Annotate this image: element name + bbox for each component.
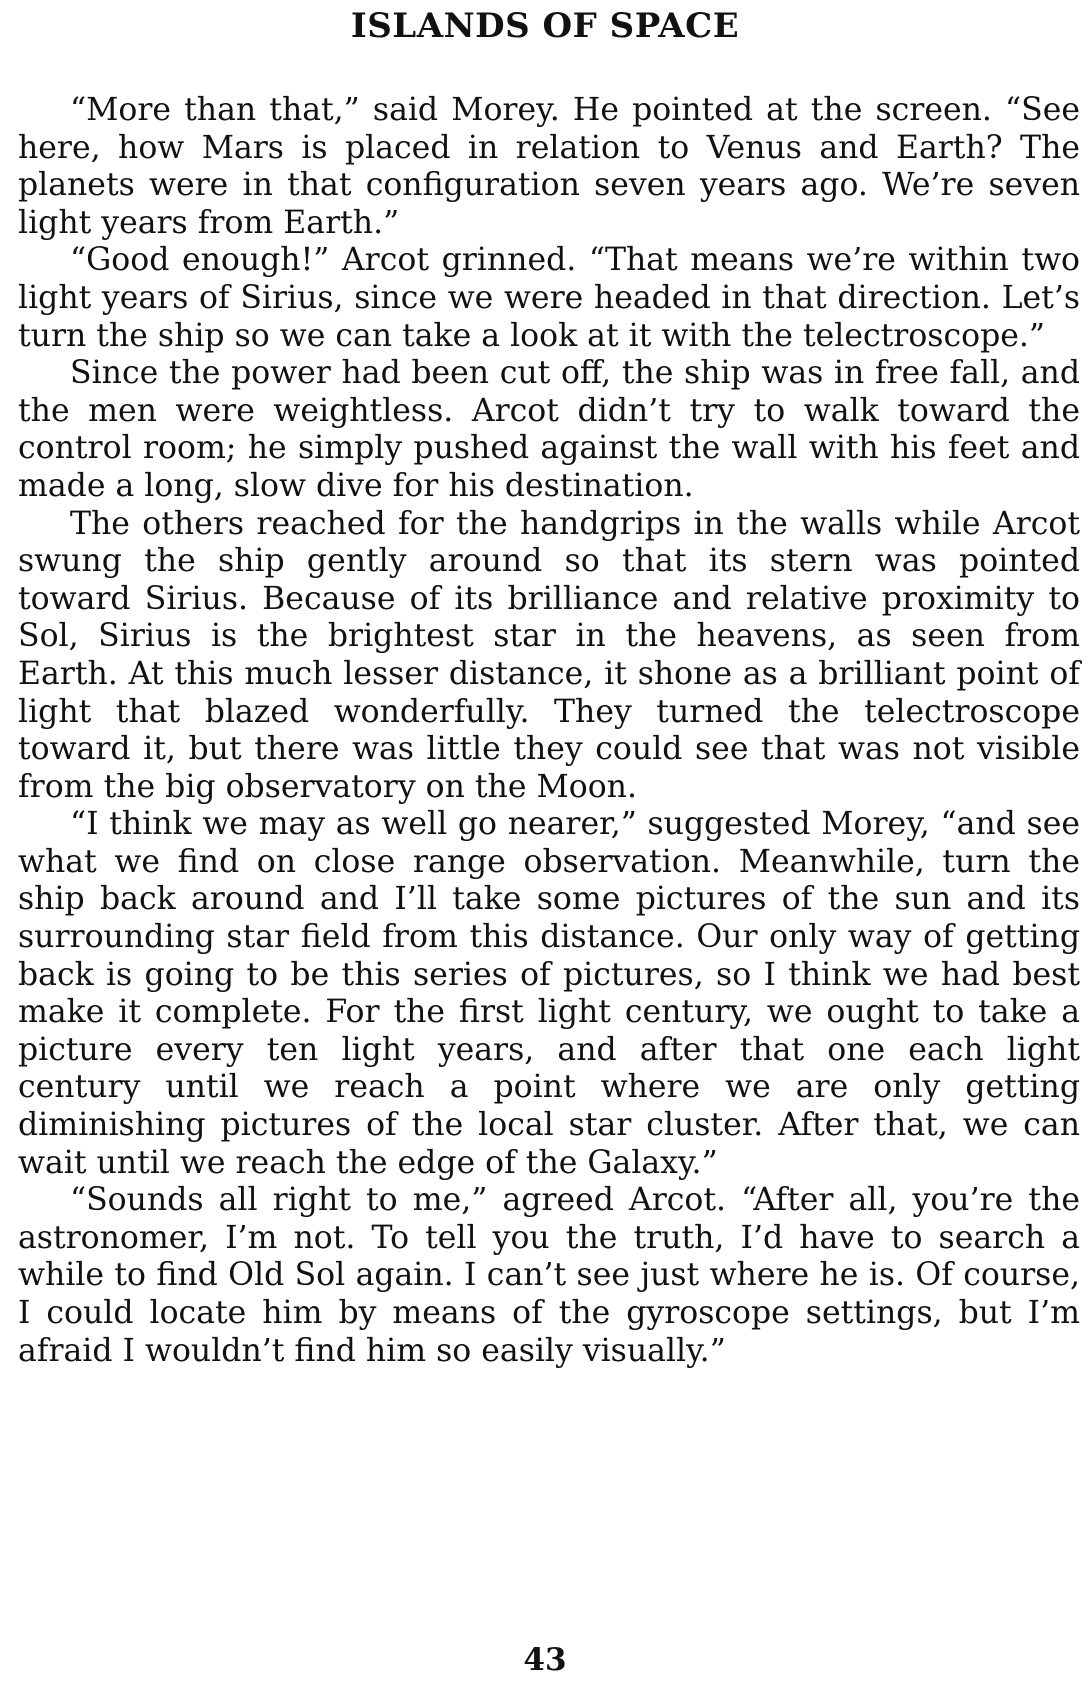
paragraph: Since the power had been cut off, the ship was in free fall, and the men were weightless. Arcot didn’t try to walk toward the control room; he simply pushed against the wall with his feet and made a long, slow dive for his destination. (18, 355, 1080, 504)
body-text (18, 92, 1080, 1370)
paragraph: The others reached for the handgrips in the walls while Arcot swung the ship gently around so that its stern was pointed toward Sirius. Because of its brilliance and relative proximity to Sol, Sirius is the brightest star in the heavens, as seen from Earth. At this much lesser distance, it shone as a brilliant point of light that blazed wonderfully. They turned the telectroscope toward it, but there was little they could see that was not visible from the big observatory on the Moon. (18, 505, 1080, 805)
paragraph: “Sounds all right to me,” agreed Arcot. “After all, you’re the astronomer, I’m not. To tell you the truth, I’d have to search a while to find Old Sol again. I can’t see just where he is. Of course, I could locate him by means of the gyroscope settings, but I’m afraid I wouldn’t find him so easily visually.” (18, 1182, 1080, 1369)
paragraph: “I think we may as well go nearer,” suggested Morey, “and see what we find on close range observation. Meanwhile, turn the ship back around and I’ll take some pictures of the sun and its surrounding star field from this distance. Our only way of getting back is going to be this series of pictures, so I think we had best make it complete. For the first light century, we ought to take a picture every ten light years, and after that one each light century until we reach a point where we are only getting diminishing pictures of the local star cluster. After that, we can wait until we reach the edge of the Galaxy.” (18, 806, 1080, 1181)
paragraph: “Good enough!” Arcot grinned. “That means we’re within two light years of Sirius, since we were headed in that direction. Let’s turn the ship so we can take a look at it with the telectroscope.” (18, 242, 1080, 354)
page-number: 43 (523, 1642, 567, 1678)
running-head: ISLANDS OF SPACE (350, 6, 740, 46)
paragraph: “More than that,” said Morey. He pointed at the screen. “See here, how Mars is placed in relation to Venus and Earth? The planets were in that configuration seven years ago. We’re seven light years from Earth.” (18, 92, 1080, 241)
